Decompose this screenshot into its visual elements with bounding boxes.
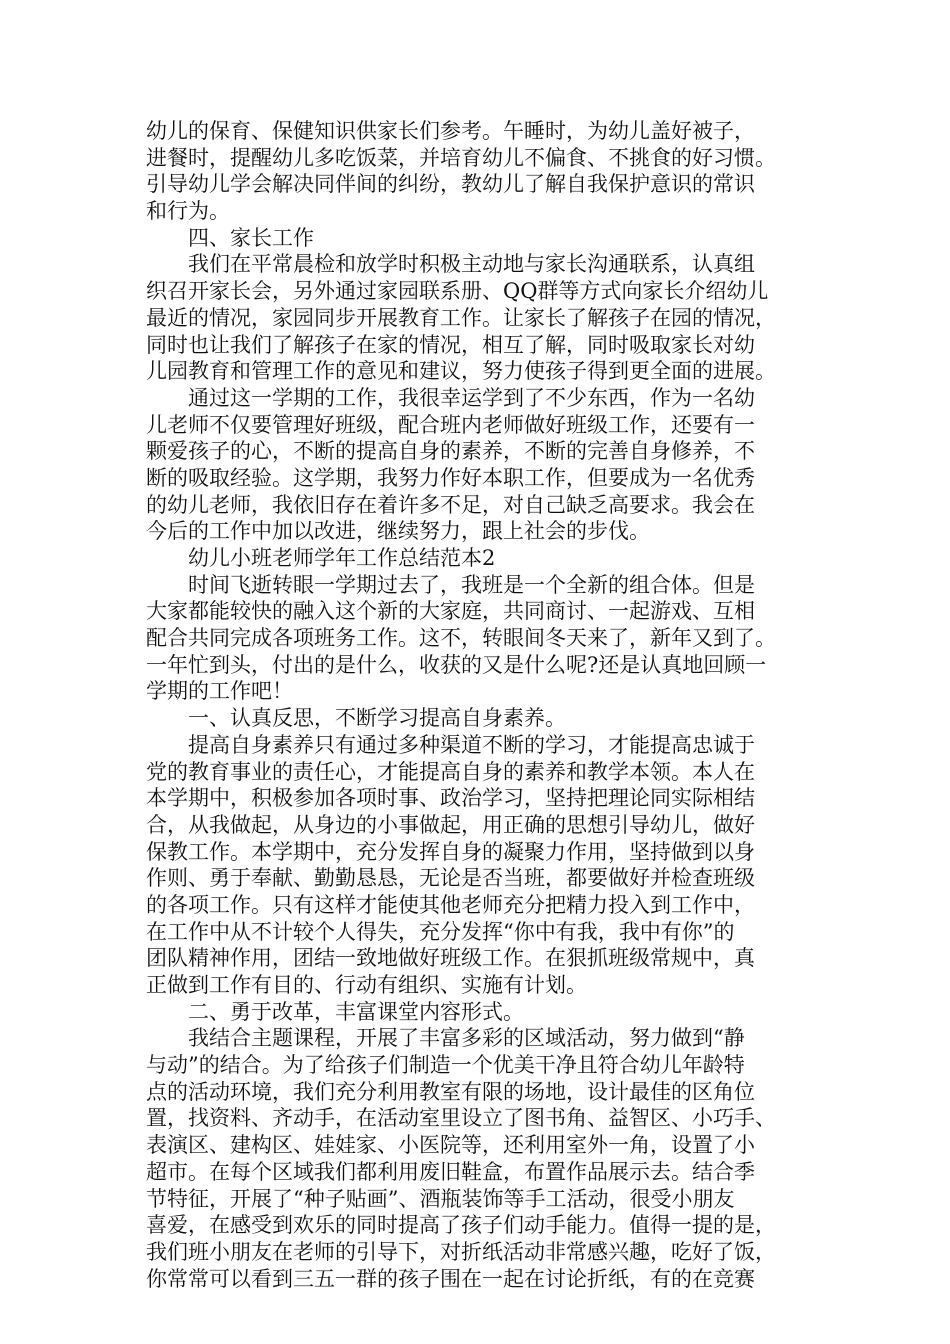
text-line: 点的活动环境，我们充分利用教室有限的场地，设计最佳的区角位 (146, 1079, 755, 1104)
text-line: 幼儿的保育、保健知识供家长们参考。午睡时，为幼儿盖好被子， (146, 119, 755, 143)
text-line: 置，找资料、齐动手，在活动室里设立了图书角、益智区、小巧手、 (146, 1106, 776, 1131)
text-line: 本学期中，积极参加各项时事、政治学习，坚持把理论同实际相结 (146, 786, 755, 811)
paragraph (146, 251, 818, 384)
text-line: 大家都能较快的融入这个新的大家庭，共同商讨、一起游戏、互相 (146, 599, 755, 624)
paragraph (146, 572, 818, 705)
text-line: 四、家长工作 (146, 225, 314, 250)
text-line: 喜爱，在感受到欢乐的同时提高了孩子们动手能力。值得一提的是， (146, 1213, 776, 1238)
text-line: 配合共同完成各项班务工作。这不，转眼间冬天来了，新年又到了。 (146, 626, 776, 651)
text-line: 进餐时，提醒幼儿多吃饭菜，并培育幼儿不偏食、不挑食的好习惯。 (146, 145, 776, 170)
text-line: 儿老师不仅要管理好班级，配合班内老师做好班级工作，还要有一 (146, 412, 755, 437)
text-line: 织召开家长会，另外通过家园联系册、QQ群等方式向家长介绍幼儿 (146, 279, 769, 304)
text-line: 同时也让我们了解孩子在家的情况，相互了解，同时吸取家长对幼 (146, 332, 755, 357)
text-line: 表演区、建构区、娃娃家、小医院等，还利用室外一角，设置了小 (146, 1133, 755, 1158)
text-line: 节特征，开展了“种子贴画”、酒瓶装饰等手工活动，很受小朋友 (146, 1186, 735, 1211)
text-line: 幼儿小班老师学年工作总结范本2 (146, 546, 496, 570)
text-line: 断的吸取经验。这学期，我努力作好本职工作，但要成为一名优秀 (146, 465, 755, 490)
text-line: 学期的工作吧！ (146, 679, 293, 704)
text-line: 一、认真反思，不断学习提高自身素养。 (146, 706, 566, 731)
section-heading (146, 545, 818, 572)
text-line: 你常常可以看到三五一群的孩子围在一起在讨论折纸，有的在竞赛 (146, 1266, 755, 1291)
paragraph (146, 385, 818, 545)
text-line: 通过这一学期的工作，我很幸运学到了不少东西，作为一名幼 (146, 385, 755, 410)
text-line: 颗爱孩子的心，不断的提高自身的素养，不断的完善自身修养，不 (146, 439, 755, 464)
text-line: 作则、勇于奉献、勤勤恳恳，无论是否当班，都要做好并检查班级 (146, 866, 755, 891)
section-heading (146, 999, 818, 1026)
text-line: 我结合主题课程，开展了丰富多彩的区域活动，努力做到“静 (146, 1026, 745, 1051)
text-line: 正做到工作有目的、行动有组织、实施有计划。 (146, 973, 587, 997)
section-heading (146, 225, 818, 252)
text-line: 时间飞逝转眼一学期过去了，我班是一个全新的组合体。但是 (146, 572, 755, 597)
text-line: 二、勇于改革，丰富课堂内容形式。 (146, 999, 524, 1024)
text-line: 超市。在每个区域我们都利用废旧鞋盒，布置作品展示去。结合季 (146, 1159, 755, 1184)
paragraph (146, 118, 818, 225)
text-line: 的各项工作。只有这样才能使其他老师充分把精力投入到工作中， (146, 892, 755, 917)
text-line: 与动”的结合。为了给孩子们制造一个优美干净且符合幼儿年龄特 (146, 1053, 745, 1078)
text-line: 提高自身素养只有通过多种渠道不断的学习，才能提高忠诚于 (146, 732, 755, 757)
paragraph (146, 1025, 818, 1292)
text-line: 党的教育事业的责任心，才能提高自身的素养和教学本领。本人在 (146, 759, 755, 784)
text-line: 的幼儿老师，我依旧存在着许多不足，对自己缺乏高要求。我会在 (146, 492, 755, 517)
section-heading (146, 705, 818, 732)
text-line: 合，从我做起，从身边的小事做起，用正确的思想引导幼儿，做好 (146, 812, 755, 837)
text-line: 今后的工作中加以改进，继续努力，跟上社会的步伐。 (146, 519, 650, 544)
document-page (146, 118, 818, 1292)
text-line: 我们在平常晨检和放学时积极主动地与家长沟通联系，认真组 (146, 252, 755, 277)
text-line: 儿园教育和管理工作的意见和建议，努力使孩子得到更全面的进展。 (146, 359, 776, 384)
text-line: 我们班小朋友在老师的引导下，对折纸活动非常感兴趣，吃好了饭， (146, 1239, 776, 1264)
text-line: 团队精神作用，团结一致地做好班级工作。在狠抓班级常规中，真 (146, 946, 755, 971)
text-line: 在工作中从不计较个人得失，充分发挥“你中有我，我中有你”的 (146, 919, 735, 944)
paragraph (146, 732, 818, 999)
text-line: 最近的情况，家园同步开展教育工作。让家长了解孩子在园的情况， (146, 305, 776, 330)
text-line: 一年忙到头，付出的是什么，收获的又是什么呢?还是认真地回顾一 (146, 652, 767, 677)
text-line: 保教工作。本学期中，充分发挥自身的凝聚力作用，坚持做到以身 (146, 839, 755, 864)
text-line: 和行为。 (146, 199, 230, 224)
text-line: 引导幼儿学会解决同伴间的纠纷，教幼儿了解自我保护意识的常识 (146, 172, 755, 197)
